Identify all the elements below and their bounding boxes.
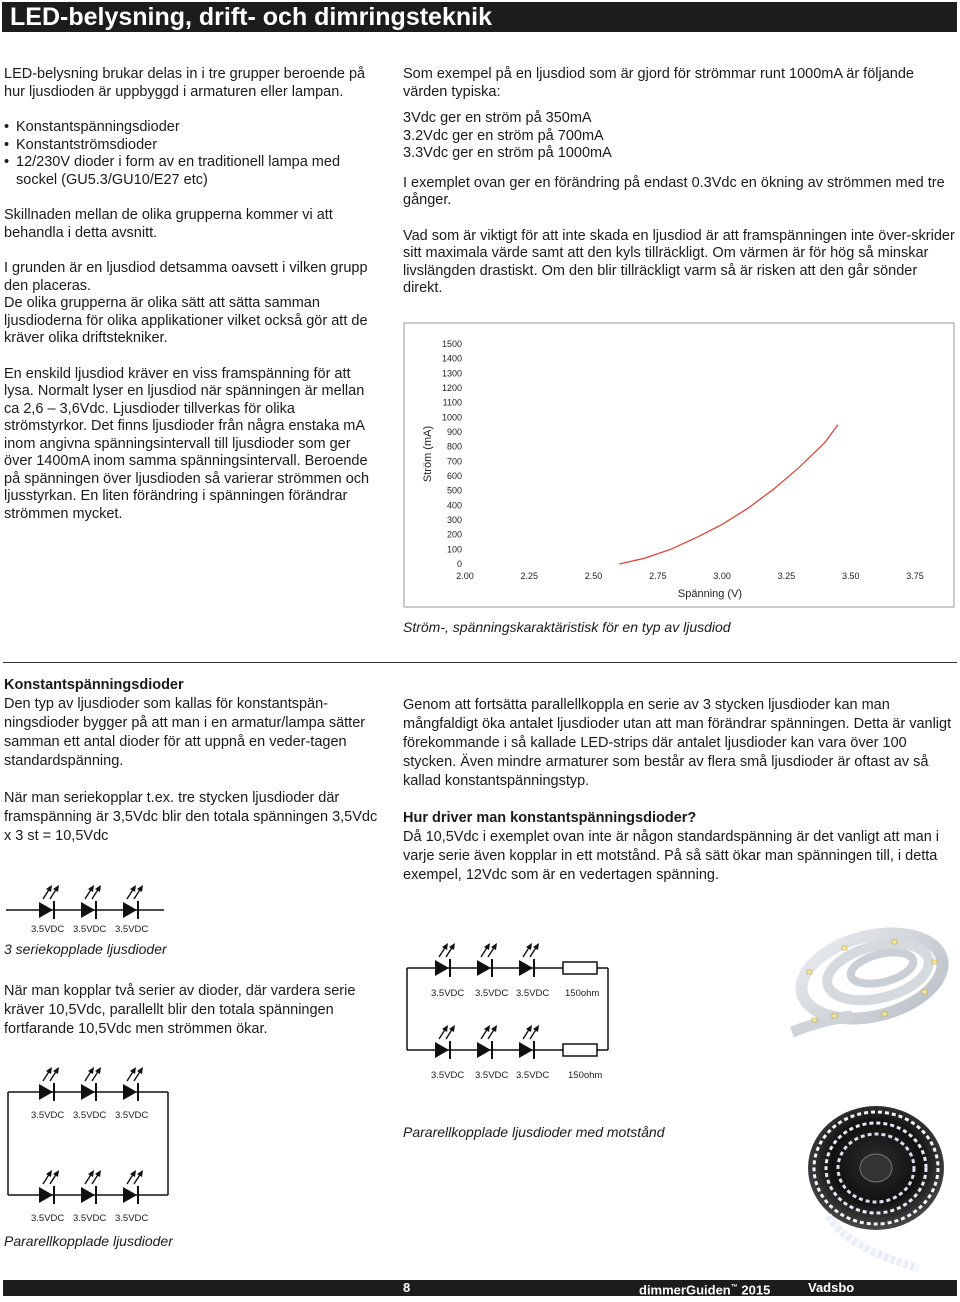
value-list <box>403 110 955 163</box>
lower-left-column <box>4 676 379 864</box>
iv-chart <box>403 322 955 608</box>
diode-icon <box>123 1170 143 1204</box>
series-line <box>619 425 838 564</box>
y-tick-label: 0 <box>456 559 462 569</box>
page-title: LED-belysning, drift- och dimringsteknik <box>10 3 492 31</box>
resistor-icon <box>563 1044 597 1056</box>
paragraph: Vad som är viktigt för att inte skada en ljusdiod är att framspänningen inte över-skrider sitt maximala värde samt att den kyls tillräckligt. Om värmen är för hög så minskar livslängden drastiskt. Om den blir tillräckligt varm så är risken att den går sönder direkt. <box>403 227 955 296</box>
brand-name: dimmerGuiden <box>639 1282 731 1298</box>
diode-label: 3.5VDC <box>115 1110 149 1121</box>
group-list <box>4 119 374 189</box>
parallel-caption: Pararellkopplade ljusdioder <box>4 1233 173 1249</box>
circuit-caption: Pararellkopplade ljusdioder med motstånd <box>403 1124 665 1140</box>
diode-icon <box>519 1025 539 1059</box>
diode-label: 3.5VDC <box>73 924 107 935</box>
y-tick-label: 1500 <box>441 339 462 349</box>
y-tick-label: 1000 <box>441 412 462 423</box>
list-item: 3.3Vdc ger en ström på 1000mA <box>403 145 612 161</box>
list-item: 3.2Vdc ger en ström på 700mA <box>403 127 604 144</box>
diode-label: 3.5VDC <box>475 988 509 999</box>
diode-label: 3.5VDC <box>31 924 65 935</box>
chart-frame <box>404 323 954 607</box>
section-heading: Konstantspänningsdioder <box>4 677 184 693</box>
x-tick-label: 3.75 <box>906 571 924 581</box>
paragraph: Som exempel på en ljusdiod som är gjord för strömmar runt 1000mA är följande värden typiska: <box>403 66 914 100</box>
footer-year: 2015 <box>741 1282 771 1298</box>
y-tick-label: 1300 <box>441 368 462 379</box>
led-reel-photo <box>798 1098 948 1276</box>
paragraph: Då 10,5Vdc i exemplet ovan inte är någon standardspänning är det vanligt att man i varje serie även kopplar in ett motstånd. På så sätt ökar man spänningen till, i detta exempel, 12Vdc som är en vedertagen spänning. <box>403 829 940 883</box>
lower-right-column <box>403 696 955 903</box>
led-strip-photo <box>782 920 952 1038</box>
y-tick-label: 1400 <box>441 353 462 364</box>
parallel-diode-diagram <box>4 1052 204 1222</box>
y-tick-label: 200 <box>446 529 462 540</box>
right-column <box>403 66 955 316</box>
y-tick-label: 500 <box>446 485 462 496</box>
series-caption: 3 seriekopplade ljusdioder <box>4 941 167 957</box>
y-axis-label: Ström (mA) <box>422 425 434 483</box>
list-item: • Konstantspänningsdioder <box>4 119 374 137</box>
left-column <box>4 66 374 541</box>
diode-label: 3.5VDC <box>73 1213 107 1224</box>
x-tick-label: 2.50 <box>584 571 603 581</box>
diode-icon <box>123 885 143 919</box>
y-tick-label: 1200 <box>441 383 462 393</box>
paragraph: En enskild ljusdiod kräver en viss framspänning för att lysa. Normalt lyser en ljusdiod när spänningen är mellan ca 2,6 – 3,6Vdc. Ljusdioder tillverkas för olika strömstyrkor. Det finns ljusdioder från några enstaka mA inom angivna spänningsintervall till ljusdioder som ger över 1400mA inom samma spänningsintervall. Beroende på spänningen över ljusdioden så varierar strömmen och ljusstyrkan. En liten förändring i spänningen förändrar strömmen mycket. <box>4 365 370 522</box>
paragraph: Skillnaden mellan de olika grupperna kommer vi att behandla i detta avsnitt. <box>4 207 333 241</box>
diode-icon <box>39 1170 59 1204</box>
list-item: • 12/230V dioder i form av en traditionell lampa med sockel (GU5.3/GU10/E27 etc) <box>4 154 374 189</box>
page-number: 8 <box>403 1280 411 1295</box>
diode-label: 3.5VDC <box>475 1070 509 1081</box>
paragraph: Den typ av ljusdioder som kallas för konstantspän-ningsdioder bygger på att man i en armatur/lampa sätter samman ett antal dioder för att uppnå en veder-tagen standardspänning. <box>4 696 366 769</box>
resistor-label: 150ohm <box>565 988 600 999</box>
diode-label: 3.5VDC <box>115 1213 149 1224</box>
trademark: ™ <box>730 1284 738 1291</box>
list-item: • Konstantströmsdioder <box>4 137 374 155</box>
x-axis-label: Spänning (V) <box>677 588 743 600</box>
diode-icon <box>123 1067 143 1101</box>
x-tick-label: 2.75 <box>649 571 667 581</box>
section-divider <box>3 662 957 663</box>
diode-label: 3.5VDC <box>516 988 550 999</box>
diode-icon <box>81 1067 101 1101</box>
diode-icon <box>435 1025 455 1059</box>
x-tick-label: 2.00 <box>456 571 474 581</box>
y-tick-label: 800 <box>446 441 462 452</box>
diode-label: 3.5VDC <box>431 988 465 999</box>
resistor-label: 150ohm <box>568 1070 603 1081</box>
diode-icon <box>39 1067 59 1101</box>
diode-icon <box>435 943 455 977</box>
diode-label: 3.5VDC <box>73 1110 107 1121</box>
x-tick-label: 2.25 <box>520 571 539 581</box>
paragraph: I exemplet ovan ger en förändring på endast 0.3Vdc en ökning av strömmen med tre gånger. <box>403 174 945 208</box>
diode-label: 3.5VDC <box>31 1110 65 1121</box>
resistor-icon <box>563 962 597 974</box>
x-tick-label: 3.50 <box>841 571 860 581</box>
intro-paragraph: LED-belysning brukar delas in i tre grupper beroende på hur ljusdioden är uppbyggd i armaturen eller lampan. <box>4 66 366 100</box>
paragraph: Genom att fortsätta parallellkoppla en serie av 3 stycken ljusdioder kan man mångfaldigt öka antalet ljusdioder utan att man förändrar spänningen. Detta är vanligt förekommande i så kallade LED-strips där antalet ljusdioder kan vara över 100 stycken. Även mindre armaturer som består av flera små ljusdioder är oftast av så kallad konstantspänningstyp. <box>403 697 952 789</box>
diode-icon <box>81 885 101 919</box>
y-tick-label: 900 <box>446 427 462 437</box>
footer-brand <box>639 1280 770 1298</box>
diode-label: 3.5VDC <box>115 924 149 935</box>
diode-label: 3.5VDC <box>31 1213 65 1224</box>
diode-icon <box>477 1025 497 1059</box>
diode-icon <box>81 1170 101 1204</box>
y-tick-label: 100 <box>446 544 462 555</box>
paragraph: I grunden är en ljusdiod detsamma oavsett i vilken grupp den placeras. <box>4 260 368 294</box>
y-tick-label: 700 <box>446 456 462 467</box>
paragraph: När man kopplar två serier av dioder, där vardera serie kräver 10,5Vdc, parallellt blir den totala spänningen fortfarande 10,5Vdc men strömmen ökar. <box>4 983 356 1037</box>
chart-caption: Ström-, spänningskaraktäristisk för en typ av ljusdiod <box>403 619 731 635</box>
resistor-circuit-diagram <box>403 932 618 1072</box>
diode-icon <box>39 885 59 919</box>
footer-bar <box>3 1280 957 1296</box>
x-tick-label: 3.00 <box>713 571 731 581</box>
y-tick-label: 600 <box>446 471 462 481</box>
list-item: 3Vdc ger en ström på 350mA <box>403 110 592 126</box>
y-tick-label: 400 <box>446 500 462 511</box>
footer-company: Vadsbo <box>808 1280 855 1295</box>
y-tick-label: 300 <box>446 515 462 525</box>
paragraph: De olika grupperna är olika sätt att sätta samman ljusdioderna för olika applikationer vilket också gör att de kräver olika driftstekniker. <box>4 295 368 346</box>
diode-icon <box>519 943 539 977</box>
header-bar <box>2 2 957 32</box>
diode-icon <box>477 943 497 977</box>
y-tick-label: 1100 <box>442 397 462 408</box>
section-heading: Hur driver man konstantspänningsdioder? <box>403 810 697 826</box>
diode-label: 3.5VDC <box>516 1070 550 1081</box>
x-tick-label: 3.25 <box>777 571 796 581</box>
diode-label: 3.5VDC <box>431 1070 465 1081</box>
paragraph: När man seriekopplar t.ex. tre stycken ljusdioder där framspänning är 3,5Vdc blir den totala spänningen 3,5Vdc x 3 st = 10,5Vdc <box>4 790 378 844</box>
